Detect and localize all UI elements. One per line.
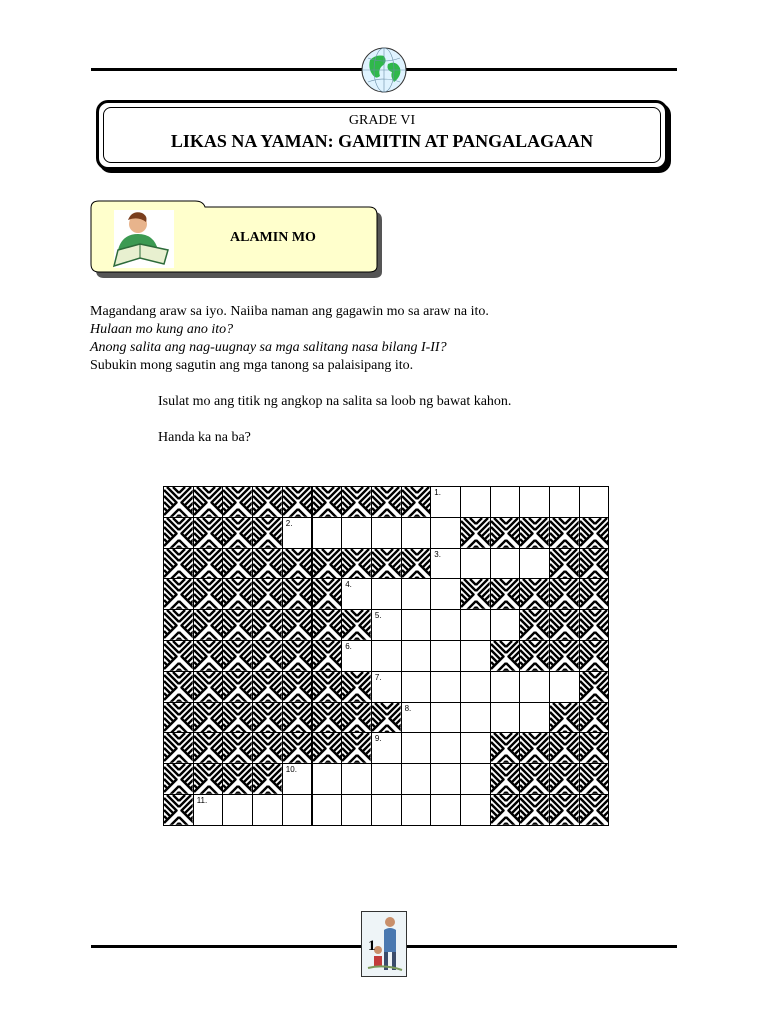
crossword-cell[interactable] xyxy=(341,763,372,795)
crossword-blocked-cell xyxy=(193,578,224,610)
crossword-cell[interactable] xyxy=(312,763,343,795)
crossword-blocked-cell xyxy=(252,671,283,703)
crossword-blocked-cell xyxy=(341,671,372,703)
crossword-cell[interactable] xyxy=(460,671,491,703)
crossword-blocked-cell xyxy=(312,640,343,672)
crossword-blocked-cell xyxy=(490,732,521,764)
crossword-blocked-cell xyxy=(579,609,610,641)
crossword-cell[interactable] xyxy=(430,517,461,549)
crossword-blocked-cell xyxy=(252,578,283,610)
crossword-cell[interactable] xyxy=(371,794,402,826)
crossword-cell[interactable] xyxy=(430,671,461,703)
crossword-cell[interactable] xyxy=(549,671,580,703)
crossword-blocked-cell xyxy=(163,671,194,703)
crossword-blocked-cell xyxy=(371,548,402,580)
clue-number: 11. xyxy=(196,796,208,805)
crossword-cell[interactable] xyxy=(401,794,432,826)
clue-number: 8. xyxy=(404,703,412,713)
crossword-blocked-cell xyxy=(341,702,372,734)
crossword-blocked-cell xyxy=(282,609,313,641)
page-number: 1 xyxy=(368,938,376,954)
crossword-blocked-cell xyxy=(579,671,610,703)
page-title: LIKAS NA YAMAN: GAMITIN AT PANGALAGAAN xyxy=(170,131,594,151)
crossword-blocked-cell xyxy=(252,732,283,764)
clue-number: 5. xyxy=(374,611,382,621)
crossword-blocked-cell xyxy=(163,763,194,795)
crossword-blocked-cell xyxy=(341,609,372,641)
crossword-blocked-cell xyxy=(490,763,521,795)
crossword-blocked-cell xyxy=(579,548,610,580)
crossword-blocked-cell xyxy=(549,702,580,734)
crossword-blocked-cell xyxy=(519,609,550,641)
crossword-blocked-cell xyxy=(193,732,224,764)
crossword-cell[interactable] xyxy=(401,732,432,764)
crossword-blocked-cell xyxy=(312,486,343,518)
crossword-cell[interactable] xyxy=(222,794,253,826)
crossword-blocked-cell xyxy=(312,578,343,610)
crossword-blocked-cell xyxy=(579,578,610,610)
crossword-blocked-cell xyxy=(401,486,432,518)
crossword-cell[interactable] xyxy=(401,640,432,672)
crossword-blocked-cell xyxy=(312,671,343,703)
crossword-cell[interactable] xyxy=(460,732,491,764)
crossword-blocked-cell xyxy=(519,732,550,764)
crossword-cell[interactable] xyxy=(371,671,402,703)
clue-number: 3. xyxy=(434,549,441,559)
crossword-blocked-cell xyxy=(222,640,253,672)
crossword-cell[interactable] xyxy=(401,517,432,549)
crossword-cell[interactable] xyxy=(460,763,491,795)
crossword-blocked-cell xyxy=(282,578,313,610)
crossword-blocked-cell xyxy=(193,609,224,641)
crossword-blocked-cell xyxy=(193,671,224,703)
crossword-blocked-cell xyxy=(282,548,313,580)
crossword-blocked-cell xyxy=(371,702,402,734)
crossword-cell[interactable] xyxy=(282,517,313,549)
crossword-blocked-cell xyxy=(252,548,283,580)
grade-label: GRADE VI xyxy=(348,113,416,128)
crossword-blocked-cell xyxy=(222,517,253,549)
crossword-cell[interactable] xyxy=(371,578,402,610)
crossword-cell[interactable] xyxy=(490,609,521,641)
crossword-blocked-cell xyxy=(222,609,253,641)
crossword-cell[interactable] xyxy=(519,671,550,703)
intro-line-1: Magandang araw sa iyo. Naiiba naman ang gagawin mo sa araw na ito. xyxy=(90,304,489,319)
crossword-cell[interactable] xyxy=(430,702,461,734)
crossword-cell[interactable] xyxy=(371,732,402,764)
crossword-cell[interactable] xyxy=(430,640,461,672)
crossword-cell[interactable] xyxy=(193,794,224,826)
crossword-blocked-cell xyxy=(163,548,194,580)
crossword-blocked-cell xyxy=(163,702,194,734)
crossword-blocked-cell xyxy=(312,548,343,580)
crossword-blocked-cell xyxy=(549,578,580,610)
crossword-cell[interactable] xyxy=(282,794,313,826)
crossword-cell[interactable] xyxy=(430,763,461,795)
crossword-cell[interactable] xyxy=(549,486,580,518)
clue-number: 9. xyxy=(374,734,382,744)
crossword-cell[interactable] xyxy=(490,486,521,518)
clue-number: 4. xyxy=(345,580,352,590)
crossword-blocked-cell xyxy=(579,640,610,672)
crossword-blocked-cell xyxy=(549,763,580,795)
crossword-blocked-cell xyxy=(312,702,343,734)
crossword-blocked-cell xyxy=(490,640,521,672)
crossword-cell[interactable] xyxy=(490,671,521,703)
crossword-blocked-cell xyxy=(549,794,580,826)
crossword-blocked-cell xyxy=(341,732,372,764)
crossword-blocked-cell xyxy=(252,609,283,641)
crossword-cell[interactable] xyxy=(371,763,402,795)
crossword-blocked-cell xyxy=(193,763,224,795)
crossword-blocked-cell xyxy=(490,794,521,826)
crossword-cell[interactable] xyxy=(401,671,432,703)
crossword-blocked-cell xyxy=(401,548,432,580)
crossword-cell[interactable] xyxy=(341,578,372,610)
crossword-blocked-cell xyxy=(252,640,283,672)
crossword-blocked-cell xyxy=(312,732,343,764)
crossword-blocked-cell xyxy=(579,732,610,764)
crossword-blocked-cell xyxy=(282,671,313,703)
crossword-blocked-cell xyxy=(579,517,610,549)
crossword-cell[interactable] xyxy=(490,702,521,734)
crossword-blocked-cell xyxy=(579,702,610,734)
intro-line-3: Anong salita ang nag-uugnay sa mga salitang nasa bilang I-II? xyxy=(90,340,447,355)
crossword-blocked-cell xyxy=(519,640,550,672)
crossword-blocked-cell xyxy=(163,517,194,549)
crossword-cell[interactable] xyxy=(430,486,461,518)
crossword-blocked-cell xyxy=(222,671,253,703)
footer-badge xyxy=(361,911,407,977)
crossword-blocked-cell xyxy=(519,578,550,610)
crossword-cell[interactable] xyxy=(341,517,372,549)
crossword-cell[interactable] xyxy=(460,702,491,734)
crossword-blocked-cell xyxy=(519,763,550,795)
crossword-blocked-cell xyxy=(193,702,224,734)
crossword-blocked-cell xyxy=(519,517,550,549)
crossword-blocked-cell xyxy=(222,732,253,764)
crossword-blocked-cell xyxy=(579,794,610,826)
crossword-blocked-cell xyxy=(282,640,313,672)
title-box xyxy=(96,100,668,170)
crossword-cell[interactable] xyxy=(371,609,402,641)
crossword-cell[interactable] xyxy=(401,702,432,734)
crossword-blocked-cell xyxy=(163,578,194,610)
crossword-cell[interactable] xyxy=(460,640,491,672)
crossword-blocked-cell xyxy=(252,702,283,734)
crossword-cell[interactable] xyxy=(519,702,550,734)
clue-number: 1. xyxy=(434,488,441,497)
crossword-cell[interactable] xyxy=(460,794,491,826)
crossword-blocked-cell xyxy=(163,732,194,764)
crossword-cell[interactable] xyxy=(282,763,313,795)
crossword-blocked-cell xyxy=(549,732,580,764)
clue-number: 2. xyxy=(285,518,293,528)
crossword-cell[interactable] xyxy=(312,517,343,549)
crossword-cell[interactable] xyxy=(252,794,283,826)
clue-number: 7. xyxy=(374,672,382,682)
globe-icon xyxy=(360,46,408,94)
crossword-blocked-cell xyxy=(549,640,580,672)
crossword-blocked-cell xyxy=(490,578,521,610)
crossword-cell[interactable] xyxy=(430,794,461,826)
crossword-cell[interactable] xyxy=(519,486,550,518)
crossword-blocked-cell xyxy=(579,763,610,795)
clue-number: 6. xyxy=(345,642,352,651)
crossword-blocked-cell xyxy=(163,609,194,641)
crossword-cell[interactable] xyxy=(430,732,461,764)
crossword-cell[interactable] xyxy=(579,486,610,518)
crossword-blocked-cell xyxy=(549,609,580,641)
crossword-blocked-cell xyxy=(163,640,194,672)
crossword-cell[interactable] xyxy=(371,640,402,672)
crossword-cell[interactable] xyxy=(490,548,521,580)
crossword-blocked-cell xyxy=(282,732,313,764)
crossword-cell[interactable] xyxy=(341,640,372,672)
crossword-cell[interactable] xyxy=(401,578,432,610)
crossword-blocked-cell xyxy=(222,578,253,610)
instruction-write: Isulat mo ang titik ng angkop na salita sa loob ng bawat kahon. xyxy=(158,394,512,409)
crossword-blocked-cell xyxy=(519,794,550,826)
crossword-blocked-cell xyxy=(163,794,194,826)
crossword-blocked-cell xyxy=(252,486,283,518)
crossword-blocked-cell xyxy=(193,548,224,580)
crossword-cell[interactable] xyxy=(460,609,491,641)
crossword-blocked-cell xyxy=(490,517,521,549)
crossword-cell[interactable] xyxy=(401,763,432,795)
crossword-blocked-cell xyxy=(549,517,580,549)
reading-person-icon xyxy=(114,210,174,268)
crossword-blocked-cell xyxy=(252,763,283,795)
crossword-cell[interactable] xyxy=(430,578,461,610)
crossword-blocked-cell xyxy=(460,517,491,549)
crossword-blocked-cell xyxy=(282,486,313,518)
crossword-cell[interactable] xyxy=(430,548,461,580)
crossword-blocked-cell xyxy=(193,640,224,672)
crossword-blocked-cell xyxy=(222,548,253,580)
crossword-blocked-cell xyxy=(222,486,253,518)
crossword-cell[interactable] xyxy=(312,794,343,826)
crossword-cell[interactable] xyxy=(430,609,461,641)
crossword-blocked-cell xyxy=(312,609,343,641)
crossword-blocked-cell xyxy=(341,548,372,580)
intro-line-4: Subukin mong sagutin ang mga tanong sa palaisipang ito. xyxy=(90,358,414,373)
crossword-blocked-cell xyxy=(252,517,283,549)
crossword-blocked-cell xyxy=(193,486,224,518)
crossword-blocked-cell xyxy=(193,517,224,549)
clue-number: 10. xyxy=(285,765,297,775)
crossword-blocked-cell xyxy=(371,486,402,518)
crossword-blocked-cell xyxy=(460,578,491,610)
crossword-cell[interactable] xyxy=(460,486,491,518)
instruction-ready: Handa ka na ba? xyxy=(158,430,251,445)
intro-line-2: Hulaan mo kung ano ito? xyxy=(90,322,234,337)
crossword-cell[interactable] xyxy=(371,517,402,549)
crossword-blocked-cell xyxy=(163,486,194,518)
crossword-cell[interactable] xyxy=(401,609,432,641)
crossword-cell[interactable] xyxy=(460,548,491,580)
crossword-blocked-cell xyxy=(341,486,372,518)
crossword-blocked-cell xyxy=(282,702,313,734)
crossword-cell[interactable] xyxy=(519,548,550,580)
crossword-blocked-cell xyxy=(549,548,580,580)
crossword-blocked-cell xyxy=(222,763,253,795)
section-label: ALAMIN MO xyxy=(230,230,316,245)
crossword-blocked-cell xyxy=(222,702,253,734)
crossword-cell[interactable] xyxy=(341,794,372,826)
